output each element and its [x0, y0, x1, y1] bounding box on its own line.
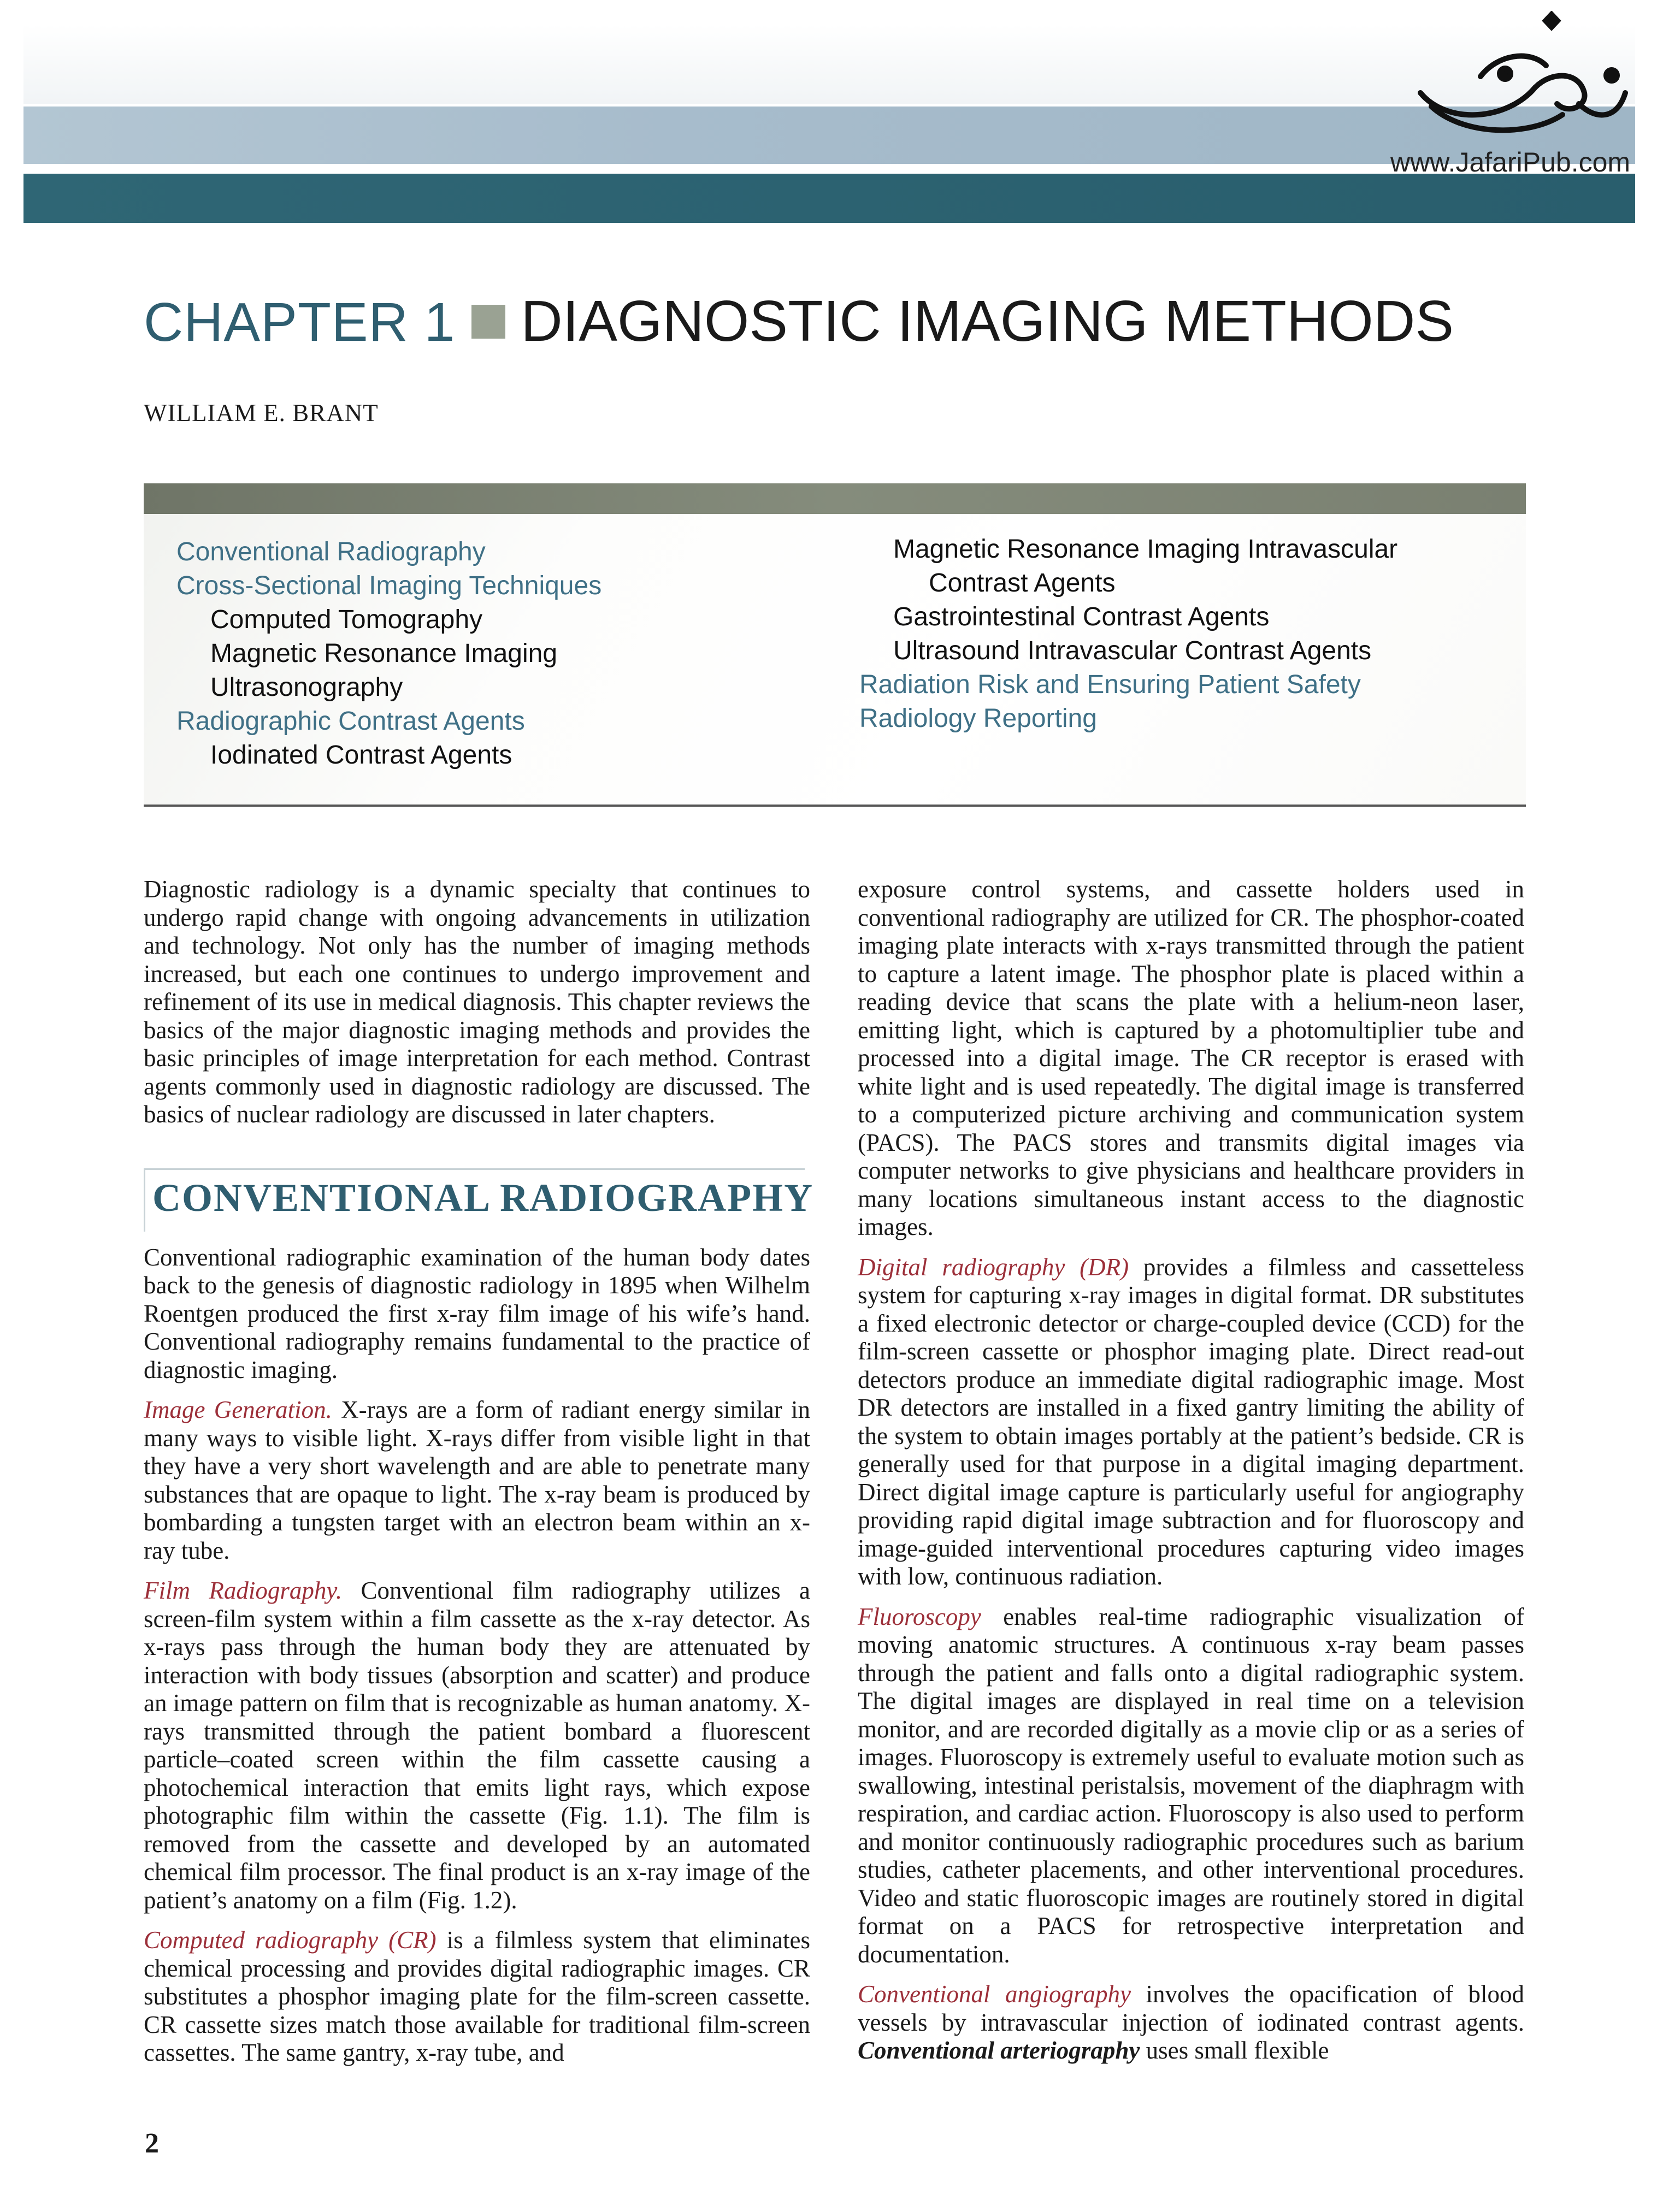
image-generation-paragraph [144, 1396, 810, 1565]
outline-top-bar [144, 483, 1526, 514]
outline-subitem: Gastrointestinal Contrast Agents [893, 602, 1270, 631]
outline-left-column [176, 535, 601, 772]
paragraph-text: Conventional film radiography utilizes a screen-film system within a film cassette as the x-ray detector. As x-rays pass through the human body they are attenuated by interaction with body tissues (absorption and scatter) and produce an image pattern on film that is recognizable as human anatomy. X-rays transmitted through the patient bombard a fluorescent particle–coated screen within the film cassette causing a photochemical interaction that emits light rays, which expose photographic film within the cassette (Fig. 1.1). The film is removed from the cassette and developed by an automated chemical film processor. The final product is an x-ray image of the patient’s anatomy on a film (Fig. 1.2). [144, 1577, 810, 1914]
paragraph-text: is a filmless system that eliminates chemical processing and provides digital radiographic images. CR substitutes a phosphor imaging plate for the film-screen cassette. CR cassette sizes match those available for traditional film-screen cassettes. The same gantry, x-ray tube, and [144, 1926, 810, 2066]
header-band-top [23, 25, 1635, 104]
term-fluoroscopy: Fluoroscopy [858, 1602, 981, 1630]
paragraph-text: involves the opacification of blood vessels by intravascular injection of iodinated contrast agents. [858, 1980, 1524, 2036]
section-heading: CONVENTIONAL RADIOGRAPHY [144, 1176, 810, 1220]
term-digital-radiography: Digital radiography (DR) [858, 1253, 1129, 1281]
jafari-pub-logo-icon [1399, 11, 1628, 142]
term-conventional-arteriography: Conventional arteriography [858, 2037, 1140, 2064]
outline-subitem: Computed Tomography [210, 605, 483, 634]
chapter-heading [144, 288, 1454, 354]
paragraph-text: provides a filmless and cassetteless system for capturing x-ray images in digital format. DR substitutes a fixed electronic detector or charge-coupled device (CCD) for the film-screen cassette or phosphor imaging plate. Direct read-out detectors produce an immediate digital radiographic image. Most DR detectors are installed in a fixed gantry limiting the ability of the system to obtain images portably at the patient’s bedside. CR is generally used for that purpose in a digital imaging department. Direct digital image capture is particularly useful for angiography providing rapid digital image subtraction and for fluoroscopy and image-guided interventional procedures capturing video images with low, continuous radiation. [858, 1253, 1524, 1590]
body-column-left [144, 876, 814, 2079]
outline-item: Conventional Radiography [176, 537, 486, 566]
chapter-title: DIAGNOSTIC IMAGING METHODS [521, 289, 1454, 353]
outline-item: Radiology Reporting [859, 704, 1097, 733]
chapter-square-icon [471, 305, 505, 339]
chapter-author: WILLIAM E. BRANT [144, 399, 379, 427]
outline-bottom-rule [144, 805, 1526, 807]
site-url: www.JafariPub.com [1390, 147, 1631, 178]
outline-subitem: Ultrasound Intravascular Contrast Agents [893, 636, 1372, 665]
term-image-generation: Image Generation. [144, 1396, 332, 1423]
outline-item: Cross-Sectional Imaging Techniques [176, 571, 602, 600]
film-radiography-paragraph [144, 1577, 810, 1914]
chapter-label: CHAPTER 1 [144, 292, 456, 353]
outline-right-column [859, 533, 1397, 736]
paragraph-text: enables real-time radiographic visualization of moving anatomic structures. A continuous x-ray beam passes through the patient and falls onto a digital radiographic system. The digital images are displayed in real time on a television monitor, and are recorded digitally as a movie clip or as a series of images. Fluoroscopy is extremely useful to evaluate motion such as swallowing, intestinal peristalsis, movement of the diaphragm with respiration, and cardiac action. Fluoroscopy is also used to perform and monitor continuously radiographic procedures such as barium studies, catheter placements, and other interventional procedures. Video and static fluoroscopic images are routinely stored in digital format on a PACS for retrospective interpretation and documentation. [858, 1602, 1524, 1968]
body-column-right [858, 876, 1524, 2077]
computed-radiography-paragraph [144, 1926, 810, 2067]
outline-item: Radiation Risk and Ensuring Patient Safety [859, 670, 1361, 699]
outline-item: Radiographic Contrast Agents [176, 707, 525, 736]
page-number: 2 [145, 2128, 159, 2159]
outline-subitem: Magnetic Resonance Imaging [210, 639, 558, 668]
outline-subitem: Contrast Agents [929, 569, 1116, 598]
outline-subitem: Iodinated Contrast Agents [210, 741, 512, 770]
term-computed-radiography: Computed radiography (CR) [144, 1926, 437, 1954]
header-band-dark [23, 174, 1635, 223]
paragraph-text: X-rays are a form of radiant energy similar in many ways to visible light. X-rays differ from visible light in that they have a very short wavelength and are able to penetrate many substances that are opaque to light. The x-ray beam is produced by bombarding a tungsten target with an electron beam within an x-ray tube. [144, 1396, 810, 1564]
chapter-outline [144, 483, 1526, 807]
paragraph-text: uses small flexible [1140, 2037, 1329, 2064]
computed-radiography-continued: exposure control systems, and cassette holders used in conventional radiography are utilized for CR. The phosphor-coated imaging plate interacts with x-rays transmitted through the patient to capture a latent image. The phosphor plate is placed within a reading device that scans the plate with a helium-neon laser, emitting light, which is captured by a photomultiplier tube and processed into a digital image. The CR receptor is erased with white light and is used repeatedly. The digital image is transferred to a computerized picture archiving and communication system (PACS). The PACS stores and transmits digital images via computer networks to give physicians and healthcare providers in many locations simultaneous instant access to the diagnostic images. [858, 876, 1524, 1240]
intro-paragraph: Diagnostic radiology is a dynamic specialty that continues to undergo rapid change with ongoing advancements in utilization and technology. Not only has the number of imaging methods increased, but each one continues to undergo improvement and refinement of its use in medical diagnosis. This chapter reviews the basics of the major diagnostic imaging methods and provides the basic principles of image interpretation for each method. Contrast agents commonly used in diagnostic radiology are discussed. The basics of nuclear radiology are discussed in later chapters. [144, 876, 810, 1128]
term-film-radiography: Film Radiography. [144, 1577, 343, 1604]
fluoroscopy-paragraph [858, 1603, 1524, 1969]
outline-subitem: Ultrasonography [210, 673, 403, 702]
angiography-paragraph [858, 1980, 1524, 2065]
section-intro-paragraph: Conventional radiographic examination of the human body dates back to the genesis of diagnostic radiology in 1895 when Wilhelm Roentgen produced the first x-ray film image of his wife’s hand. Conventional radiography remains fundamental to the practice of diagnostic imaging. [144, 1243, 810, 1383]
term-conventional-angiography: Conventional angiography [858, 1980, 1131, 2008]
digital-radiography-paragraph [858, 1253, 1524, 1591]
outline-subitem: Magnetic Resonance Imaging Intravascular [893, 535, 1398, 564]
